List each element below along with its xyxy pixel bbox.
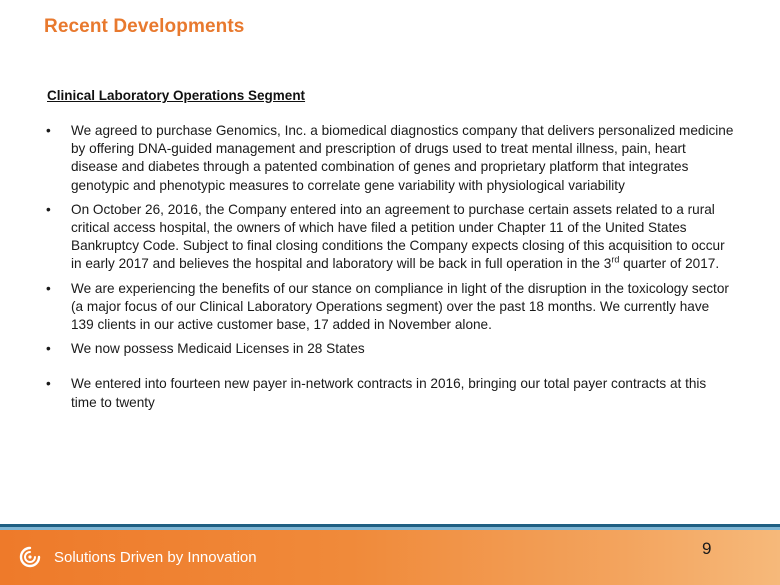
bullet-marker: • bbox=[46, 341, 51, 357]
bullet-item bbox=[44, 201, 734, 274]
bullet-text: We entered into fourteen new payer in-network contracts in 2016, bringing our total payer contracts at this time to twenty bbox=[71, 376, 707, 410]
slide-title: Recent Developments bbox=[44, 16, 245, 37]
bullet-marker: • bbox=[46, 280, 51, 296]
bullet-text-part: quarter of 2017. bbox=[619, 256, 720, 272]
ordinal-suffix: rd bbox=[611, 254, 620, 265]
swirl-logo-icon bbox=[18, 545, 42, 569]
bullet-marker: • bbox=[46, 123, 51, 138]
bullet-list bbox=[44, 122, 734, 418]
bullet-text-part: On October 26, 2016, the Company entered into an agreement to purchase certain assets related to a rural critical access hospital, the owners of which have filed a petition under Chapter 11 of the United States Bankruptcy Code. Subject to final closing conditions the Company expects closing of this acquisition to occur in early 2017 and believes the hospital and laboratory will be back in full operation in the 3 bbox=[71, 201, 725, 272]
bullet-text: We agreed to purchase Genomics, Inc. a biomedical diagnostics company that delivers personalized medicine by offering DNA-guided management and prescription of drugs used to treat mental illness, pain, heart disease and diabetes through a patented combination of genes and proprietary platform that integrates genotypic and phenotypic measures to correlate gene variability with physiological variability bbox=[71, 123, 734, 193]
bullet-marker: • bbox=[46, 201, 51, 217]
bullet-text: We now possess Medicaid Licenses in 28 States bbox=[71, 341, 365, 357]
page-number: 9 bbox=[702, 539, 712, 558]
footer-tagline: Solutions Driven by Innovation bbox=[54, 549, 257, 566]
bullet-item bbox=[44, 280, 734, 335]
section-heading: Clinical Laboratory Operations Segment bbox=[47, 88, 306, 103]
bullet-item bbox=[44, 340, 734, 358]
bullet-marker: • bbox=[46, 376, 51, 392]
bullet-text: We are experiencing the benefits of our stance on compliance in light of the disruption in the toxicology sector (a major focus of our Clinical Laboratory Operations segment) over the past 18 months. We currently have 139 clients in our active customer base, 17 added in November alone. bbox=[71, 280, 729, 333]
bullet-item bbox=[44, 122, 734, 195]
bullet-item bbox=[44, 375, 734, 411]
bullet-text bbox=[71, 202, 725, 272]
